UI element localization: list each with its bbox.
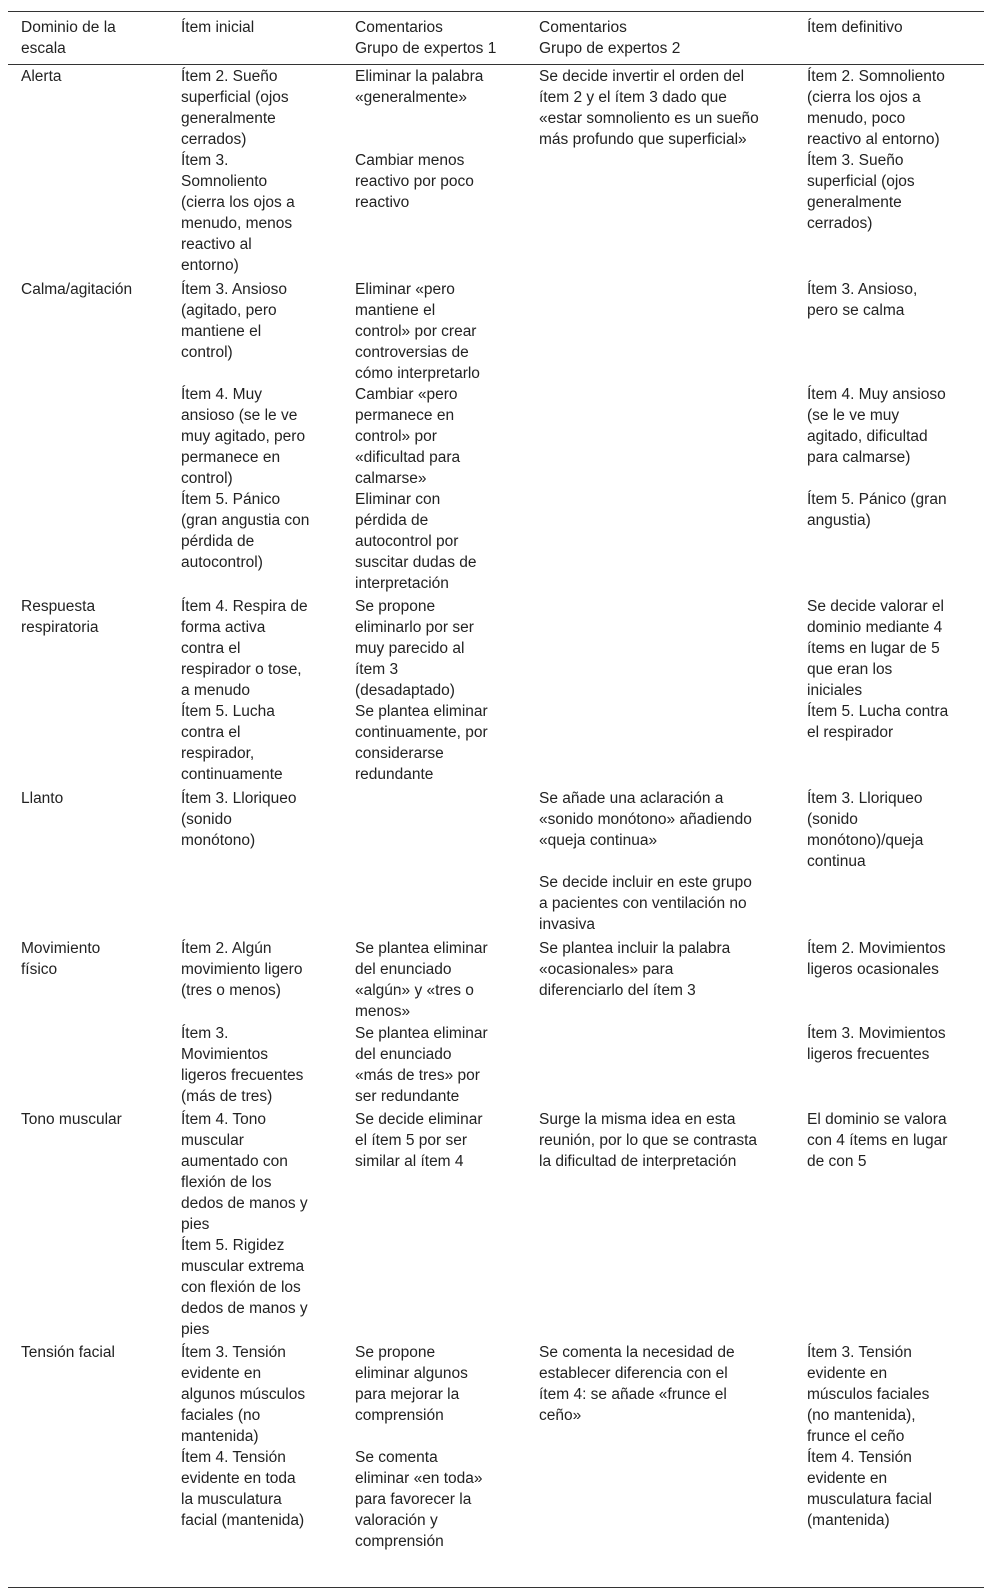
row-alerta-final-a: Ítem 2. Somnoliento (cierra los ojos a menudo, poco reactivo al entorno)	[807, 68, 945, 148]
row-movimiento-initial-a: Ítem 2. Algún movimiento ligero (tres o menos)	[181, 940, 303, 999]
row-calma-domain: Calma/agitación	[21, 281, 133, 298]
row-calma-initial-a: Ítem 3. Ansioso (agitado, pero mantiene el control)	[181, 281, 287, 361]
row-alerta-g1-b: Cambiar menos reactivo por poco reactivo	[355, 152, 474, 211]
row-tono-initial-a: Ítem 4. Tono muscular aumentado con flexión de los dedos de manos y pies	[181, 1111, 308, 1233]
row-movimiento-g1-a: Se plantea eliminar del enunciado «algún» y «tres o menos»	[355, 940, 488, 1020]
row-respiratoria-final-b: Ítem 5. Lucha contra el respirador	[807, 703, 949, 741]
row-alerta-initial-a: Ítem 2. Sueño superficial (ojos generalmente cerrados)	[181, 68, 289, 148]
row-movimiento-g1-b: Se plantea eliminar del enunciado «más de tres» por ser redundante	[355, 1025, 488, 1105]
row-respiratoria-g1-b: Se plantea eliminar continuamente, por considerarse redundante	[355, 703, 488, 783]
row-calma-initial-c: Ítem 5. Pánico (gran angustia con pérdida de autocontrol)	[181, 491, 310, 571]
row-respiratoria-final-a: Se decide valorar el dominio mediante 4 ítems en lugar de 5 que eran los iniciales	[807, 598, 944, 699]
row-movimiento-final-a: Ítem 2. Movimientos ligeros ocasionales	[807, 940, 946, 978]
row-respiratoria-initial-b: Ítem 5. Lucha contra el respirador, continuamente	[181, 703, 283, 783]
table-header-rule	[8, 64, 984, 65]
row-alerta-final-b: Ítem 3. Sueño superficial (ojos generalmente cerrados)	[807, 152, 915, 232]
row-tension-domain: Tensión facial	[21, 1344, 115, 1361]
row-llanto-final: Ítem 3. Lloriqueo (sonido monótono)/queja continua	[807, 790, 924, 870]
table-top-rule	[8, 11, 984, 12]
row-llanto-domain: Llanto	[21, 790, 64, 807]
row-llanto-initial: Ítem 3. Lloriqueo (sonido monótono)	[181, 790, 297, 849]
row-tono-domain: Tono muscular	[21, 1111, 122, 1128]
row-tono-g1: Se decide eliminar el ítem 5 por ser similar al ítem 4	[355, 1111, 483, 1170]
header-expert-group-1: Comentarios Grupo de expertos 1	[355, 19, 497, 57]
row-tension-initial-b: Ítem 4. Tensión evidente en toda la musculatura facial (mantenida)	[181, 1449, 305, 1529]
row-tension-g2: Se comenta la necesidad de establecer diferencia con el ítem 4: se añade «frunce el ceño»	[539, 1344, 735, 1424]
row-calma-g1-b: Cambiar «pero permanece en control» por «dificultad para calmarse»	[355, 386, 461, 487]
row-alerta-g2: Se decide invertir el orden del ítem 2 y el ítem 3 dado que «estar somnoliento es un sueño más profundo que superficial»	[539, 68, 759, 148]
row-tension-g1-b: Se comenta eliminar «en toda» para favorecer la valoración y comprensión	[355, 1449, 483, 1550]
row-movimiento-final-b: Ítem 3. Movimientos ligeros frecuentes	[807, 1025, 946, 1063]
row-tono-g2: Surge la misma idea en esta reunión, por lo que se contrasta la dificultad de interpretación	[539, 1111, 757, 1170]
row-respiratoria-g1-a: Se propone eliminarlo por ser muy parecido al ítem 3 (desadaptado)	[355, 598, 474, 699]
header-final-item: Ítem definitivo	[807, 19, 903, 36]
header-initial-item: Ítem inicial	[181, 19, 255, 36]
row-llanto-g2-b: Se decide incluir en este grupo a pacientes con ventilación no invasiva	[539, 874, 752, 933]
row-calma-final-a: Ítem 3. Ansioso, pero se calma	[807, 281, 918, 319]
row-calma-initial-b: Ítem 4. Muy ansioso (se le ve muy agitado, pero permanece en control)	[181, 386, 306, 487]
row-calma-g1-c: Eliminar con pérdida de autocontrol por suscitar dudas de interpretación	[355, 491, 477, 592]
row-alerta-initial-b: Ítem 3. Somnoliento (cierra los ojos a menudo, menos reactivo al entorno)	[181, 152, 295, 274]
row-respiratoria-initial-a: Ítem 4. Respira de forma activa contra el respirador o tose, a menudo	[181, 598, 308, 699]
row-alerta-g1-a: Eliminar la palabra «generalmente»	[355, 68, 484, 106]
row-calma-final-c: Ítem 5. Pánico (gran angustia)	[807, 491, 947, 529]
row-movimiento-domain: Movimiento físico	[21, 940, 101, 978]
row-tono-initial-b: Ítem 5. Rigidez muscular extrema con flexión de los dedos de manos y pies	[181, 1237, 308, 1338]
header-domain: Dominio de la escala	[21, 19, 116, 57]
row-movimiento-g2: Se plantea incluir la palabra «ocasionales» para diferenciarlo del ítem 3	[539, 940, 731, 999]
row-tono-final: El dominio se valora con 4 ítems en lugar de con 5	[807, 1111, 948, 1170]
row-calma-g1-a: Eliminar «pero mantiene el control» por crear controversias de cómo interpretarlo	[355, 281, 480, 382]
table-bottom-rule	[8, 1587, 984, 1588]
header-expert-group-2: Comentarios Grupo de expertos 2	[539, 19, 681, 57]
row-tension-final-a: Ítem 3. Tensión evidente en músculos faciales (no mantenida), frunce el ceño	[807, 1344, 930, 1445]
row-tension-initial-a: Ítem 3. Tensión evidente en algunos músculos faciales (no mantenida)	[181, 1344, 306, 1445]
row-alerta-domain: Alerta	[21, 68, 62, 85]
row-llanto-g2-a: Se añade una aclaración a «sonido monótono» añadiendo «queja continua»	[539, 790, 752, 849]
row-tension-final-b: Ítem 4. Tensión evidente en musculatura facial (mantenida)	[807, 1449, 932, 1529]
row-tension-g1-a: Se propone eliminar algunos para mejorar la comprensión	[355, 1344, 468, 1424]
row-calma-final-b: Ítem 4. Muy ansioso (se le ve muy agitado, dificultad para calmarse)	[807, 386, 946, 466]
row-respiratoria-domain: Respuesta respiratoria	[21, 598, 99, 636]
row-movimiento-initial-b: Ítem 3. Movimientos ligeros frecuentes (más de tres)	[181, 1025, 304, 1105]
